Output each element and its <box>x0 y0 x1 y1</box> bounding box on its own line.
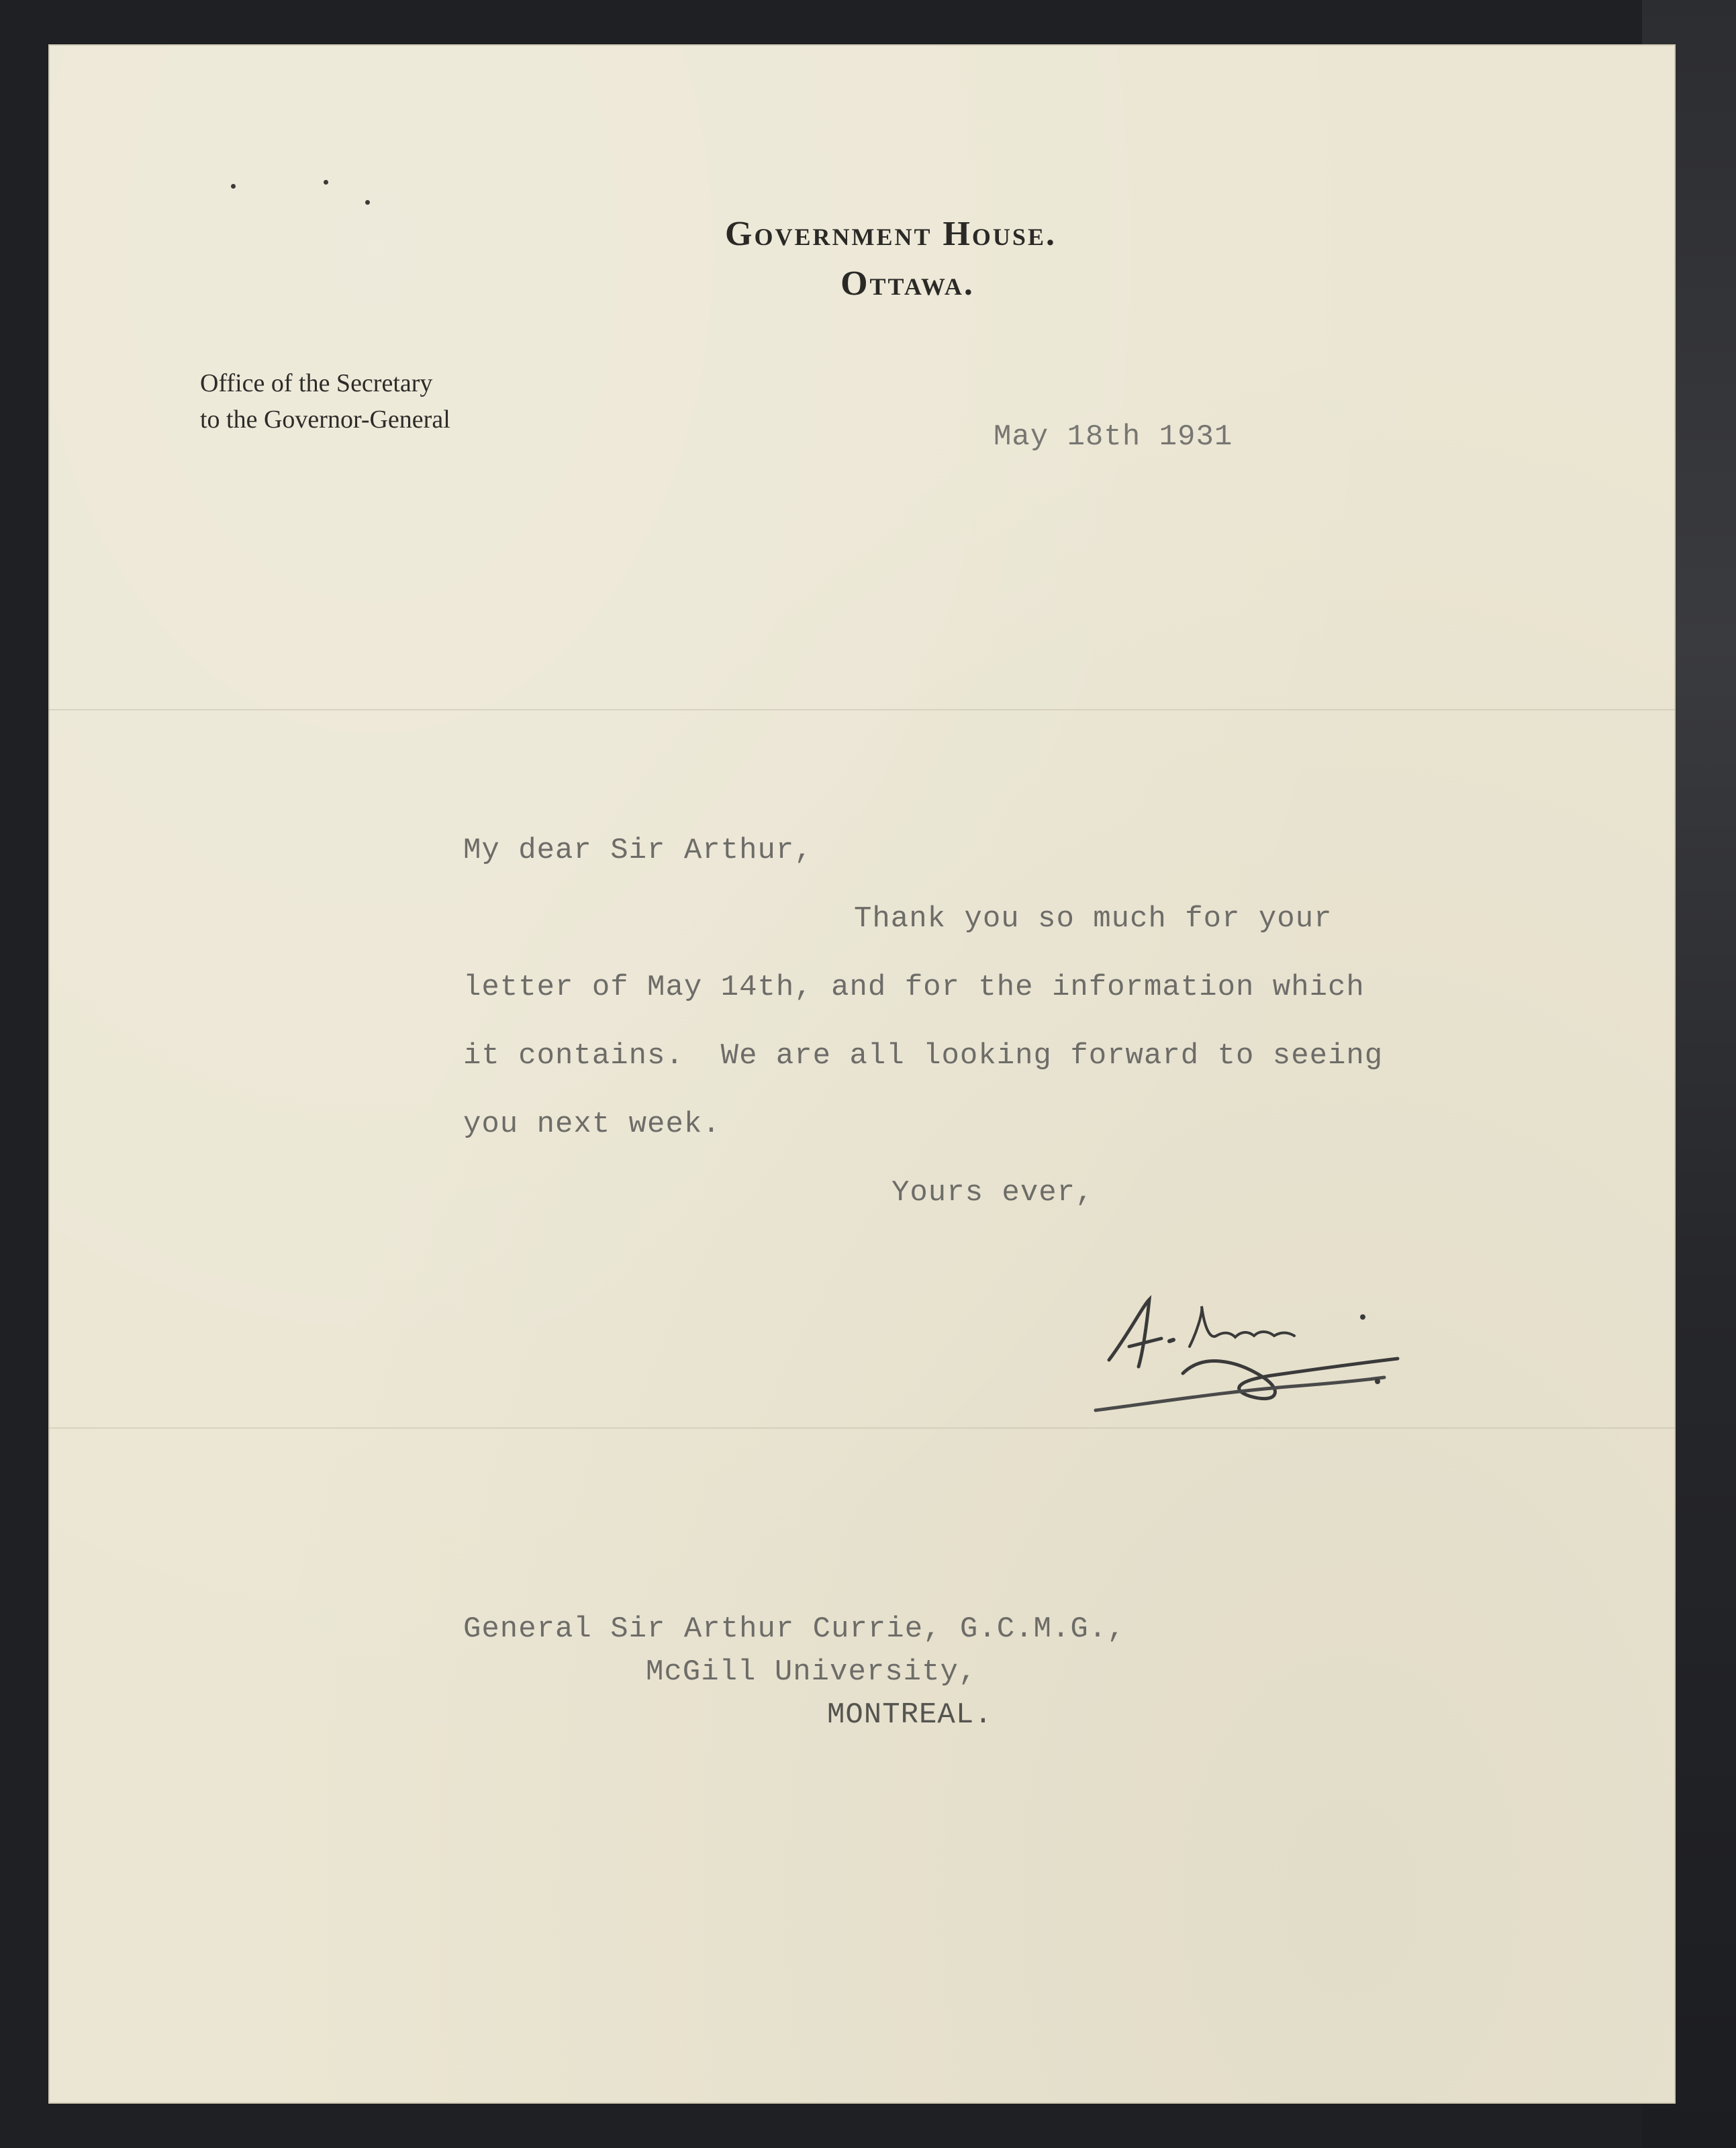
letter-date: May 18th 1931 <box>994 420 1233 454</box>
recipient-line: MONTREAL. <box>827 1698 993 1732</box>
letterhead <box>659 209 1196 309</box>
salutation: My dear Sir Arthur, <box>463 834 813 867</box>
letterhead-city: Ottawa. <box>840 264 975 303</box>
office-line: to the Governor-General <box>200 405 450 434</box>
pin-hole <box>365 200 370 205</box>
signature <box>1082 1253 1404 1427</box>
body-line: Thank you so much for your <box>854 902 1333 936</box>
recipient-line: McGill University, <box>646 1655 977 1689</box>
fold-line <box>48 709 1676 711</box>
letterhead-title: Government House. <box>725 215 1057 253</box>
closing: Yours ever, <box>891 1176 1094 1210</box>
pin-hole <box>324 180 328 185</box>
body-line: letter of May 14th, and for the information which <box>463 971 1365 1004</box>
body-line: it contains. We are all looking forward to seeing <box>463 1039 1384 1073</box>
body-line: you next week. <box>463 1108 721 1141</box>
office-heading <box>200 365 450 438</box>
recipient-line: General Sir Arthur Currie, G.C.M.G., <box>463 1612 1126 1646</box>
fold-line <box>48 1427 1676 1429</box>
office-line: Office of the Secretary <box>200 369 433 397</box>
letter-sheet <box>48 44 1676 2104</box>
pin-hole <box>231 184 236 189</box>
